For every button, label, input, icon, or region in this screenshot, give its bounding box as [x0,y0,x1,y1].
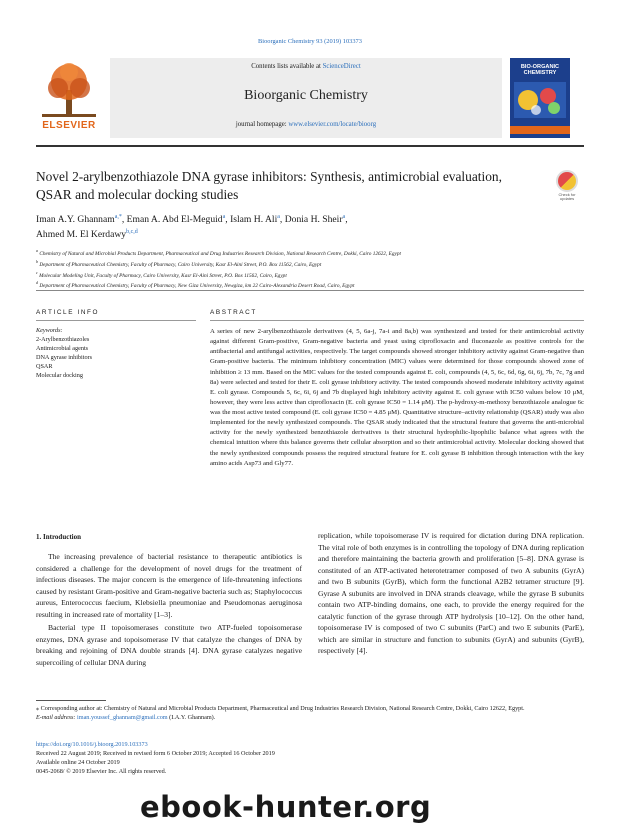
body-paragraph: replication, while topoisomerase IV is required for dictation during DNA replication. The vital role of both enzymes is in controlling the topology of DNA during replication and therefore maintaining the bacteria growth and proliferation [5–8]. DNA gyrase is constituted of an ATP-activated heterotetramer composed of two A subunits (GyrA) and two B subunits (GyrB), which form the functional A2B2 tetramer structure [9]. Gyrase A subunits are involved in DNA strands cleavage, while the gyrase B subunits contain two ATP-binding domains, one each, to provide the energy required for the catalytic function of the gyrase through ATP hydrolysis [10–12]. On the other hand, topoisomerase IV is composed of two C subunits (ParC) and two E subunits (ParE), which are similar in structure and function to subunits (GyrA) and subunits (GyrB), respectively [4]. [318,531,584,656]
affiliation-mark: a [36,248,38,253]
journal-name: Bioorganic Chemistry [244,88,368,103]
cover-footer-band [510,126,570,134]
keyword-item: Molecular docking [36,371,83,379]
email-label: E-mail address: [36,714,76,722]
cover-artwork-icon [514,82,566,118]
corresponding-author-footnote [36,704,584,723]
journal-cover[interactable] [510,58,570,138]
elsevier-wordmark: ELSEVIER [42,120,96,131]
author-affiliation-mark[interactable]: a [342,214,346,220]
article-info-rule [36,320,196,321]
affiliation-list [36,248,596,291]
abstract-rule [210,320,584,321]
abstract-text: A series of new 2-arylbenzothiazole derivatives (4, 5, 6a-j, 7a-i and 8a,b) was synthesized and tested for their antimicrobial activity against different Gram-positive, Gram-negative bacteria and yeast using ciprofloxacin and fluconazole as positive controls for the antibacterial and antifungal activities, respectively. The target compounds showed stronger inhibitory activity against Gram-negative than Gram-positive bacteria. The minimum inhibitory concentration (MIC) values were determined for those compounds showed zone of inhibition ≥ 13 mm. Based on the MIC values for the tested compounds against E. coli, compounds (4, 5, 6c, 6d, 6g, 6i, 6j, 7b, 7c, 7g and 8a) were selected and tested for their E. coli gyrase inhibitory activity. The tested compounds showed moderate inhibitory activity against E. coli gyrase. Compounds 5, 6c, 6i, 6j and 7b displayed high inhibitory activity against E. coli gyrase with IC50 values below 10 μM, however, they were less active than ciprofloxacin (E. coli gyrase IC50 = 1.14 μM). The p-hydroxy-m-methoxy benzothiazole analogue 6c was the most active tested compound (E. coli gyrase IC50 = 4.85 μM). Quantitative structure–activity relationship (QSAR) study was also implemented for the newly synthesized compounds. The QSAR study indicated that the structural feature that governs the anti-microbial activity for the newly synthesized benzothiazole derivatives is their structural hydrophilic-lipophilic balance what agrees with the chemical intuition where this balance governs their cellular absorption and so their antimicrobial activity. Molecular docking showed that the newly synthesized compounds possess the required structural feature for E. coli gyrase B inhibition through interaction with the key amino acids Asp73 and Gly77. [210,328,584,467]
copyright-line: 0045-2068/ © 2019 Elsevier Inc. All rights reserved. [36,767,167,775]
doi-link[interactable]: https://doi.org/10.1016/j.bioorg.2019.103373 [36,741,148,748]
body-paragraph: The increasing prevalence of bacterial resistance to therapeutic antibiotics is considered a challenge for the development of novel drugs for the treatment of infectious diseases. The major concern is the emergence of life-threatening infections caused by resistant Gram-positive and Gram-negative bacteria such as; Staphylococcus aureus, Enterococcus faecium, Klebsiella pneumoniae and Pseudomonas aeruginosa resulting in increased rate of mortality [1–3]. [36,552,302,619]
affiliation-rule [36,290,584,291]
affiliation-item [36,259,596,270]
sciencedirect-link[interactable]: ScienceDirect [322,63,361,70]
masthead-center-panel [110,58,502,138]
author-affiliation-mark[interactable]: a [222,214,226,220]
introduction-heading: 1. Introduction [36,533,81,541]
publication-info [36,741,336,777]
elsevier-tree-icon [36,60,102,118]
check-updates-label: Check for updates [558,192,576,202]
abstract-heading: ABSTRACT [210,309,257,316]
affiliation-mark: d [36,280,38,286]
author-affiliation-mark[interactable]: b,c,d [126,228,138,235]
elsevier-logo[interactable] [36,60,102,132]
author-separator: , [345,214,348,226]
affiliation-item [36,248,596,259]
affiliation-mark: b [36,258,38,264]
contents-line: Contents lists available at ScienceDirect [251,63,361,70]
author-affiliation-mark[interactable]: a,* [114,214,122,220]
author-name[interactable]: Iman A.Y. Ghannam [36,214,115,226]
watermark-text: ebook-hunter.org [140,790,432,824]
article-info-heading: ARTICLE INFO [36,309,100,316]
keywords-block [36,327,196,381]
keyword-item: Antimicrobial agents [36,344,89,352]
keyword-list [36,336,196,381]
affiliation-mark: c [36,269,38,275]
journal-masthead [36,58,584,138]
author-name[interactable]: Ahmed M. El Kerdawy [36,228,127,240]
author-affiliation-mark[interactable]: a [277,214,280,220]
article-title: Novel 2-arylbenzothiazole DNA gyrase inhibitors: Synthesis, antimicrobial evaluation, QSAR and molecular docking studies [36,169,502,203]
masthead-rule [36,145,584,147]
corresponding-author-text: ⁎ Corresponding author at: Chemistry of Natural and Microbial Products Department, Pharmaceutical and Drug Industries Research Division, National Research Centre, Dokki, Cairo 12622, Egypt. [36,705,525,712]
cover-title: BIO-ORGANIC CHEMISTRY [520,64,560,77]
author-name[interactable]: Islam H. Ali [230,214,278,226]
author-name[interactable]: Donia H. Sheir [284,214,343,226]
keywords-label: Keywords: [36,327,63,334]
received-dates: Received 22 August 2019; Received in revised form 6 October 2019; Accepted 16 October 2019 [36,749,275,757]
homepage-line: journal homepage: www.elsevier.com/locate/bioorg [235,121,377,128]
body-column-left [36,551,302,670]
keyword-item: 2-Arylbenzothiazoles [36,335,90,343]
journal-citation[interactable]: Bioorganic Chemistry 93 (2019) 103373 [258,38,362,45]
email-line: E-mail address: iman.youssef_ghannam@gmail.com (I.A.Y. Ghannam). [36,714,216,722]
keyword-item: DNA gyrase inhibitors [36,353,93,361]
affiliation-text: Department of Pharmaceutical Chemistry, Faculty of Pharmacy, Cairo University, Kasr El-Aini Street, P.O. Box 11562, Cairo, Egypt [38,261,322,268]
body-paragraph: Bacterial type II topoisomerases constitute two ATP-fueled topoisomerase enzymes, DNA gyrase and topoisomerase IV that catalyze the changes of DNA by breaking and rejoining of DNA double strands [4]. DNA gyrase catalyzes negative supercoiling of cellular DNA during [36,623,302,667]
author-separator: , [225,214,231,226]
author-email-link[interactable]: iman.youssef_ghannam@gmail.com [77,714,168,722]
footnote-rule [36,700,106,701]
affiliation-text: Department of Pharmaceutical Chemistry, Faculty of Pharmacy, New Giza University, Newgiza, km 22 Cairo-Alexandria Desert Road, Cairo, Egypt [38,283,355,290]
author-separator: , [279,214,285,226]
author-separator: , [121,214,127,226]
check-for-updates-badge[interactable] [552,170,582,204]
check-updates-icon [556,170,578,192]
affiliation-text: Molecular Modeling Unit, Faculty of Pharmacy, Cairo University, Kasr El-Aini Street, P.O. Box 11562, Cairo, Egypt [37,272,287,279]
journal-homepage-link[interactable]: www.elsevier.com/locate/bioorg [288,121,377,128]
affiliation-text: Chemistry of Natural and Microbial Products Department, Pharmaceutical and Drug Industries Research Division, National Research Centre, Dokki, Cairo 12622, Egypt [38,250,401,257]
keyword-item: QSAR [36,362,53,370]
affiliation-item [36,270,596,281]
author-list [36,213,536,242]
online-date: Available online 24 October 2019 [36,758,120,766]
body-column-right [318,530,584,659]
author-name[interactable]: Eman A. Abd El-Meguid [126,214,223,226]
